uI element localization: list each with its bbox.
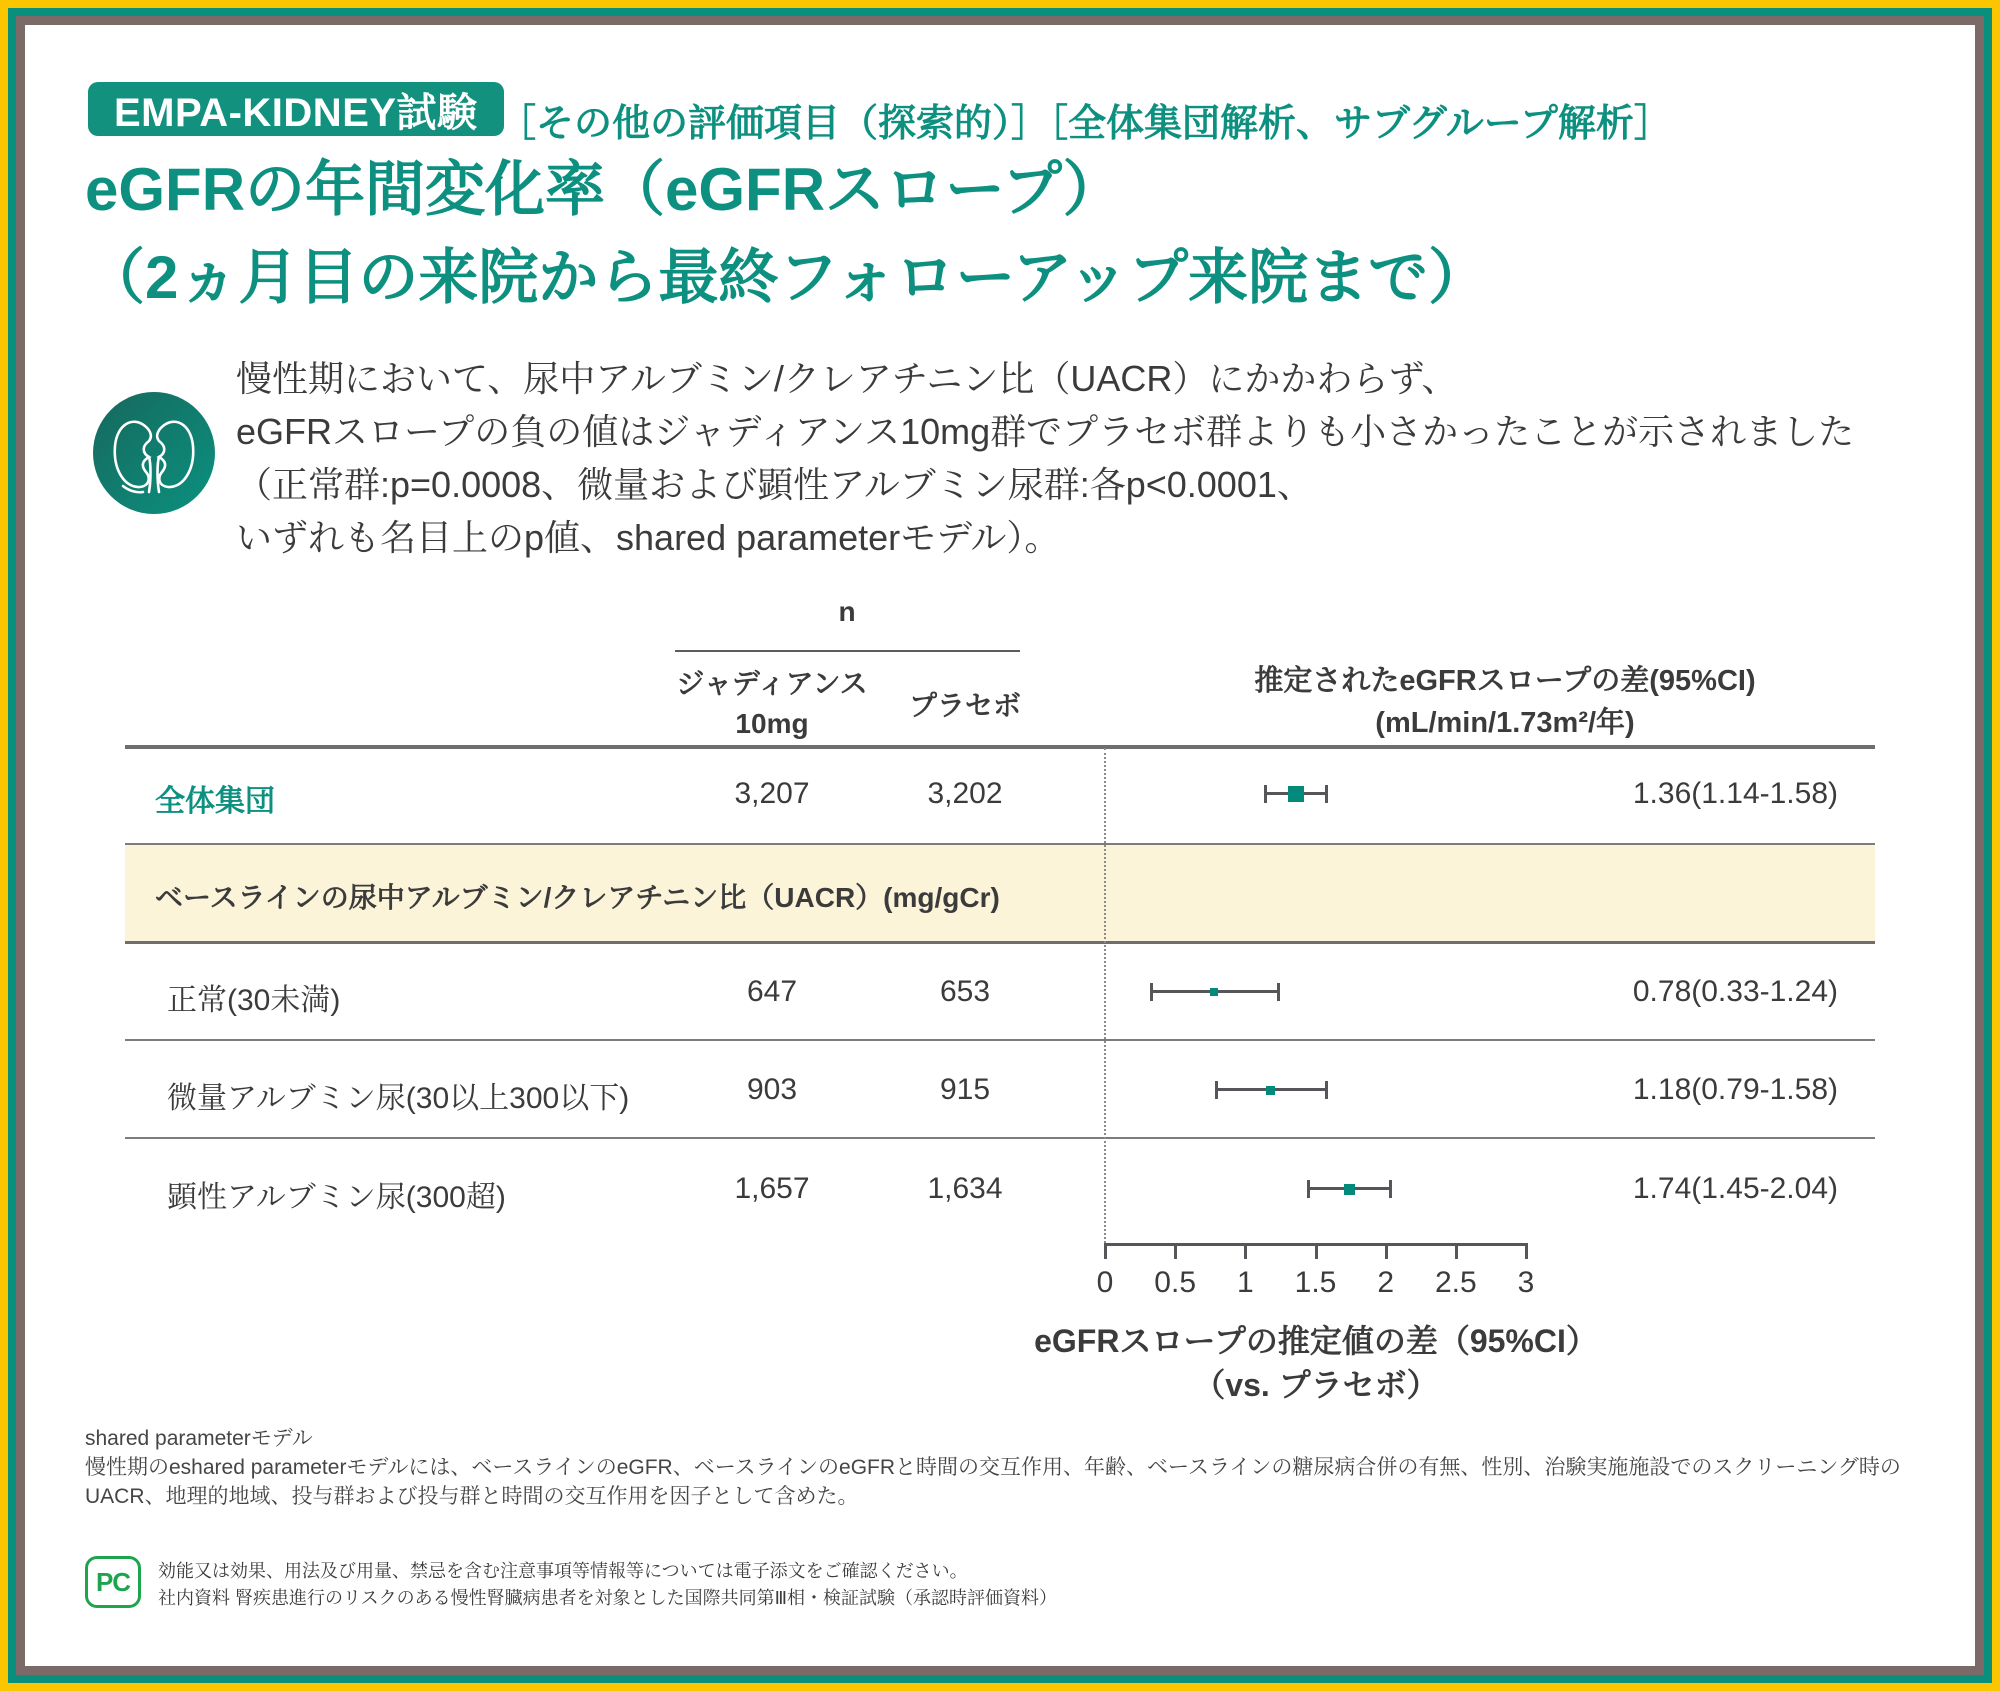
footnote-line1: shared parameterモデル bbox=[85, 1427, 313, 1450]
row-n-placebo: 1,634 bbox=[927, 1172, 1003, 1205]
footer-line1: 効能又は効果、用法及び用量、禁忌を含む注意事項等情報等については電子添文をご確認ください。 bbox=[158, 1561, 968, 1581]
row-n-placebo: 653 bbox=[939, 975, 991, 1008]
row-n-jardiance: 647 bbox=[746, 975, 798, 1008]
row-n-placebo: 3,202 bbox=[927, 777, 1003, 810]
ci-cap-low bbox=[1307, 1180, 1310, 1198]
pc-document-icon: PC bbox=[85, 1556, 141, 1608]
x-axis-tick-label: 1.5 bbox=[1294, 1266, 1337, 1299]
estimate-marker bbox=[1344, 1184, 1355, 1195]
trial-badge: EMPA-KIDNEY試験 bbox=[88, 82, 504, 136]
x-axis-tick-label: 0.5 bbox=[1154, 1266, 1197, 1299]
estimate-marker bbox=[1288, 786, 1304, 802]
estimate-marker bbox=[1266, 1086, 1275, 1095]
difference-header-line1: 推定されたeGFRスロープの差(95%CI) bbox=[1254, 665, 1756, 697]
x-axis-title-line2: （vs. プラセボ） bbox=[1193, 1367, 1439, 1403]
ci-cap-high bbox=[1389, 1180, 1392, 1198]
footnote-line2: 慢性期のeshared parameterモデルには、ベースラインのeGFR、ベースラインのeGFRと時間の交互作用、年齢、ベースラインの糖尿病合併の有無、性別、治験実施施設でのスクリーニング時の bbox=[85, 1456, 1901, 1479]
x-axis-tick bbox=[1385, 1243, 1388, 1259]
x-axis-tick-label: 1 bbox=[1236, 1266, 1254, 1299]
footer-line2: 社内資料 腎疾患進行のリスクのある慢性腎臓病患者を対象とした国際共同第Ⅲ相・検証試験（承認時評価資料） bbox=[158, 1588, 1058, 1608]
x-axis-title-line1: eGFRスロープの推定値の差（95%CI） bbox=[1034, 1323, 1598, 1359]
x-axis-tick bbox=[1315, 1243, 1318, 1259]
row-ci-text: 1.18(0.79-1.58) bbox=[1632, 1073, 1838, 1106]
column-header-jardiance-line2: 10mg bbox=[735, 708, 809, 739]
row-label-overall: 全体集団 bbox=[155, 785, 275, 818]
x-axis-tick bbox=[1174, 1243, 1177, 1259]
estimate-marker bbox=[1210, 988, 1218, 996]
footnote-line3: UACR、地理的地域、投与群および投与群と時間の交互作用を因子として含めた。 bbox=[85, 1485, 859, 1508]
row-label-macroalbuminuria: 顕性アルブミン尿(300超) bbox=[167, 1181, 506, 1214]
x-axis-tick-label: 2.5 bbox=[1434, 1266, 1477, 1299]
ci-cap-low bbox=[1150, 983, 1153, 1001]
ci-cap-high bbox=[1325, 1081, 1328, 1099]
row-n-jardiance: 903 bbox=[746, 1073, 798, 1106]
ci-cap-low bbox=[1264, 785, 1267, 803]
header-tags: ［その他の評価項目（探索的）］［全体集団解析、サブグループ解析］ bbox=[498, 103, 1672, 145]
x-axis-tick bbox=[1455, 1243, 1458, 1259]
x-axis-tick-label: 3 bbox=[1517, 1266, 1535, 1299]
n-column-header: n bbox=[838, 596, 856, 627]
subgroup-band-label: ベースラインの尿中アルブミン/クレアチニン比（UACR）(mg/gCr) bbox=[155, 882, 1000, 913]
x-axis-tick-label: 0 bbox=[1096, 1266, 1114, 1299]
x-axis-tick bbox=[1104, 1243, 1107, 1259]
row-ci-text: 0.78(0.33-1.24) bbox=[1632, 975, 1838, 1008]
row-n-placebo: 915 bbox=[939, 1073, 991, 1106]
column-header-jardiance-line1: ジャディアンス bbox=[676, 668, 868, 699]
row-n-jardiance: 1,657 bbox=[734, 1172, 810, 1205]
summary-line2: eGFRスロープの負の値はジャディアンス10mg群でプラセボ群よりも小さかったことが示されました bbox=[236, 411, 1855, 452]
ci-cap-low bbox=[1215, 1081, 1218, 1099]
row-ci-text: 1.36(1.14-1.58) bbox=[1632, 777, 1838, 810]
row-label-microalbuminuria: 微量アルブミン尿(30以上300以下) bbox=[167, 1082, 630, 1115]
summary-line1: 慢性期において、尿中アルブミン/クレアチニン比（UACR）にかかわらず、 bbox=[236, 358, 1458, 399]
summary-line3: （正常群:p=0.0008、微量および顕性アルブミン尿群:各p<0.0001、 bbox=[236, 464, 1313, 505]
x-axis-tick bbox=[1244, 1243, 1247, 1259]
row-label-normal: 正常(30未満) bbox=[167, 984, 341, 1017]
page-title-line2: （2ヵ月目の来院から最終フォローアップ来院まで） bbox=[85, 244, 1489, 311]
page-title-line1: eGFRの年間変化率（eGFRスロープ） bbox=[85, 156, 1123, 223]
column-header-placebo: プラセボ bbox=[908, 690, 1021, 721]
ci-cap-high bbox=[1277, 983, 1280, 1001]
x-axis-tick bbox=[1525, 1243, 1528, 1259]
x-axis-tick-label: 2 bbox=[1377, 1266, 1394, 1299]
summary-line4: いずれも名目上のp値、shared parameterモデル）。 bbox=[236, 517, 1061, 558]
ci-cap-high bbox=[1325, 785, 1328, 803]
row-n-jardiance: 3,207 bbox=[734, 777, 810, 810]
row-ci-text: 1.74(1.45-2.04) bbox=[1632, 1172, 1838, 1205]
difference-header-line2: (mL/min/1.73m²/年) bbox=[1375, 707, 1635, 739]
